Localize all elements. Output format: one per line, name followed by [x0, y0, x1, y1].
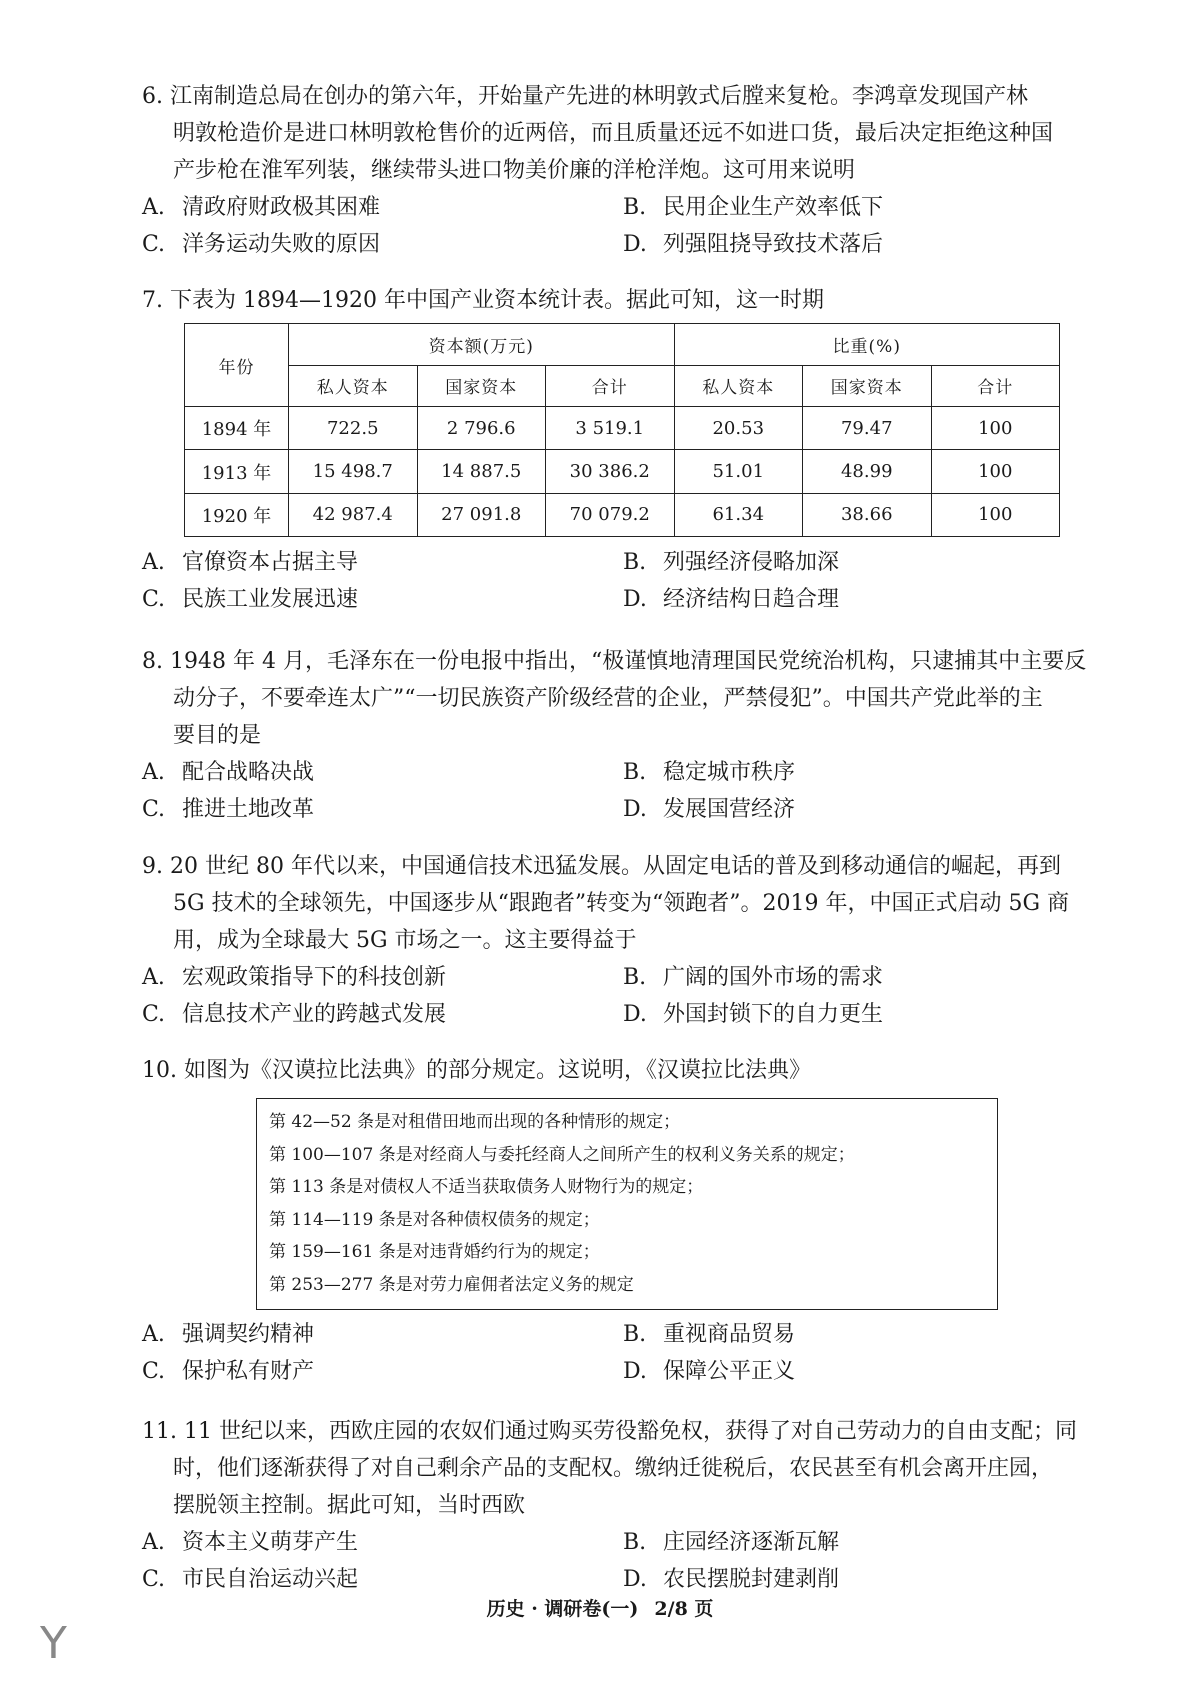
option-d[interactable]: D. 经济结构日趋合理 [623, 587, 840, 612]
option-b[interactable]: B. 重视商品贸易 [623, 1322, 796, 1347]
question-9 [142, 848, 1102, 1033]
table-cell: 20.53 [674, 407, 803, 450]
table-subheader-row [185, 365, 1060, 407]
options-grid [142, 959, 1102, 1033]
table-header-proportion: 比重(%) [674, 324, 1060, 366]
table-cell: 27 091.8 [417, 493, 546, 536]
question-text-line: 5G 技术的全球领先，中国逐步从“跟跑者”转变为“领跑者”。2019 年，中国正式启动 5G 商 [173, 891, 1070, 916]
law-excerpt-box [256, 1098, 998, 1310]
option-a[interactable]: A. 配合战略决战 [142, 760, 315, 785]
question-text-line: 10. 如图为《汉谟拉比法典》的部分规定。这说明，《汉谟拉比法典》 [142, 1058, 811, 1083]
option-c[interactable]: C. 保护私有财产 [142, 1359, 315, 1384]
question-text-line: 7. 下表为 1894—1920 年中国产业资本统计表。据此可知，这一时期 [142, 288, 824, 313]
question-10 [142, 1052, 1102, 1089]
options-grid [142, 1316, 1102, 1390]
page-number: 2/8 页 [654, 1598, 714, 1620]
table-cell: 722.5 [289, 407, 418, 450]
table-cell: 14 887.5 [417, 450, 546, 493]
option-a[interactable]: A. 资本主义萌芽产生 [142, 1530, 359, 1555]
option-b[interactable]: B. 列强经济侵略加深 [623, 550, 840, 575]
option-c[interactable]: C. 推进土地改革 [142, 797, 315, 822]
table-row [185, 407, 1060, 450]
question-text-line: 要目的是 [173, 723, 262, 748]
question-11 [142, 1413, 1102, 1598]
question-text-line: 明敦枪造价是进口林明敦枪售价的近两倍，而且质量还远不如进口货，最后决定拒绝这种国 [173, 121, 1054, 146]
table-cell: 100 [931, 450, 1060, 493]
options-grid [142, 544, 1102, 618]
question-6 [142, 78, 1102, 263]
table-subheader: 私人资本 [289, 365, 418, 407]
question-8 [142, 643, 1102, 828]
table-cell: 48.99 [803, 450, 932, 493]
law-excerpt-line: 第 159—161 条是对违背婚约行为的规定； [269, 1242, 600, 1262]
table-subheader: 私人资本 [674, 365, 803, 407]
options-grid [142, 189, 1102, 263]
option-d[interactable]: D. 列强阻挠导致技术落后 [623, 232, 884, 257]
table-subheader: 合计 [546, 365, 675, 407]
option-c[interactable]: C. 民族工业发展迅速 [142, 587, 359, 612]
table-cell: 51.01 [674, 450, 803, 493]
table-cell: 30 386.2 [546, 450, 675, 493]
table-cell: 100 [931, 493, 1060, 536]
option-d[interactable]: D. 发展国营经济 [623, 797, 796, 822]
option-b[interactable]: B. 稳定城市秩序 [623, 760, 796, 785]
question-text-line: 用，成为全球最大 5G 市场之一。这主要得益于 [173, 928, 637, 953]
table-cell: 1894 年 [185, 407, 289, 450]
page-footer [0, 1594, 1200, 1621]
option-b[interactable]: B. 广阔的国外市场的需求 [623, 965, 884, 990]
table-subheader: 国家资本 [417, 365, 546, 407]
question-text-line: 9. 20 世纪 80 年代以来，中国通信技术迅猛发展。从固定电话的普及到移动通信的崛起，再到 [142, 854, 1061, 879]
question-text-line: 时，他们逐渐获得了对自己剩余产品的支配权。缴纳迁徙税后，农民甚至有机会离开庄园， [173, 1456, 1054, 1481]
option-a[interactable]: A. 官僚资本占据主导 [142, 550, 359, 575]
table-cell: 1920 年 [185, 493, 289, 536]
table-cell: 3 519.1 [546, 407, 675, 450]
capital-statistics-table [184, 323, 1060, 537]
table-cell: 2 796.6 [417, 407, 546, 450]
question-text-line: 11. 11 世纪以来，西欧庄园的农奴们通过购买劳役豁免权，获得了对自己劳动力的自由支配；同 [142, 1419, 1077, 1444]
option-b[interactable]: B. 庄园经济逐渐瓦解 [623, 1530, 840, 1555]
question-text-line: 8. 1948 年 4 月，毛泽东在一份电报中指出，“极谨慎地清理国民党统治机构，只逮捕其中主要反 [142, 649, 1087, 674]
question-text-line: 动分子，不要牵连太广”“一切民族资产阶级经营的企业，严禁侵犯”。中国共产党此举的主 [173, 686, 1043, 711]
option-c[interactable]: C. 信息技术产业的跨越式发展 [142, 1002, 447, 1027]
law-excerpt-line: 第 42—52 条是对租借田地而出现的各种情形的规定； [269, 1112, 681, 1132]
options-grid [142, 754, 1102, 828]
table-cell: 42 987.4 [289, 493, 418, 536]
table-cell: 61.34 [674, 493, 803, 536]
question-text-line: 产步枪在淮军列装，继续带头进口物美价廉的洋枪洋炮。这可用来说明 [173, 158, 856, 183]
option-d[interactable]: D. 保障公平正义 [623, 1359, 796, 1384]
footer-title: 历史 · 调研卷(一) [486, 1598, 639, 1620]
table-header-row [185, 324, 1060, 366]
table-cell: 100 [931, 407, 1060, 450]
table-header-capital: 资本额(万元) [289, 324, 675, 366]
option-c[interactable]: C. 洋务运动失败的原因 [142, 232, 381, 257]
table-cell: 1913 年 [185, 450, 289, 493]
options-grid [142, 1524, 1102, 1598]
question-text-line: 摆脱领主控制。据此可知，当时西欧 [173, 1493, 526, 1518]
table-row [185, 450, 1060, 493]
option-a[interactable]: A. 宏观政策指导下的科技创新 [142, 965, 447, 990]
law-excerpt-line: 第 114—119 条是对各种债权债务的规定； [269, 1209, 600, 1230]
table-cell: 70 079.2 [546, 493, 675, 536]
corner-watermark: Y [40, 1618, 67, 1669]
law-excerpt-line: 第 253—277 条是对劳力雇佣者法定义务的规定 [269, 1274, 634, 1295]
table-cell: 79.47 [803, 407, 932, 450]
question-7 [142, 282, 1102, 319]
table-subheader: 合计 [931, 365, 1060, 407]
option-c[interactable]: C. 市民自治运动兴起 [142, 1567, 359, 1592]
question-10-options [142, 1316, 1102, 1390]
question-text-line: 6. 江南制造总局在创办的第六年，开始量产先进的林明敦式后膛来复枪。李鸿章发现国产林 [142, 84, 1028, 109]
option-b[interactable]: B. 民用企业生产效率低下 [623, 195, 884, 220]
table-cell: 15 498.7 [289, 450, 418, 493]
table-subheader: 国家资本 [803, 365, 932, 407]
option-d[interactable]: D. 外国封锁下的自力更生 [623, 1002, 884, 1027]
option-a[interactable]: A. 强调契约精神 [142, 1322, 315, 1347]
table-header-year: 年份 [185, 324, 289, 407]
table-cell: 38.66 [803, 493, 932, 536]
option-a[interactable]: A. 清政府财政极其困难 [142, 195, 381, 220]
question-7-options [142, 544, 1102, 618]
table-row [185, 493, 1060, 536]
law-excerpt-line: 第 100—107 条是对经商人与委托经商人之间所产生的权利义务关系的规定； [269, 1144, 855, 1165]
law-excerpt-line: 第 113 条是对债权人不适当获取债务人财物行为的规定； [269, 1177, 704, 1197]
option-d[interactable]: D. 农民摆脱封建剥削 [623, 1567, 840, 1592]
